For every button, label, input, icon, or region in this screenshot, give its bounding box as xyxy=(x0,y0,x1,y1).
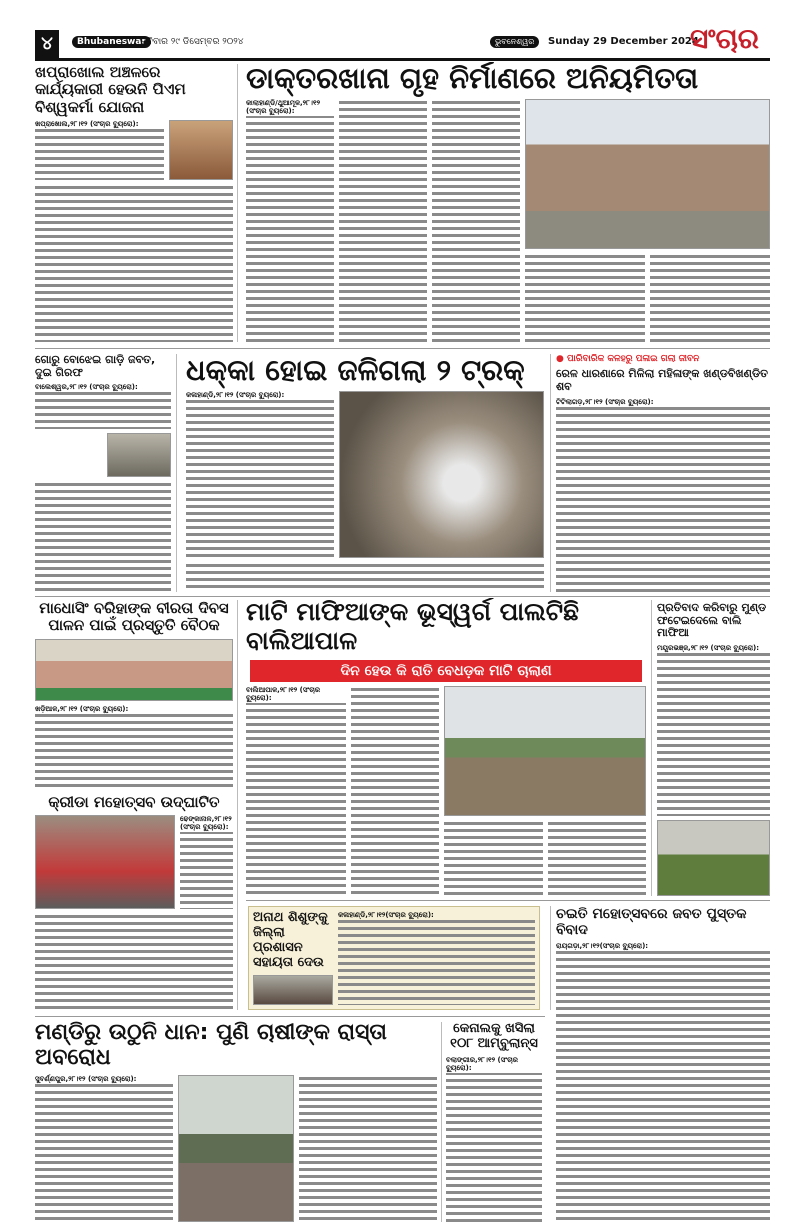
photo-tractor xyxy=(657,820,770,896)
story-cattle-text xyxy=(35,383,171,429)
story-sports-text-cont xyxy=(35,913,233,1012)
headline-book: ଚଇତି ମହୋତ୍ସବରେ ଜବତ ପୁସ୍ତକ ବିବାଦ xyxy=(556,906,747,939)
dateline-paddy: ସୁବର୍ଣ୍ଣପୁର,୨୮।୧୨ (ସଂଚାର ବ୍ୟୁରୋ): xyxy=(35,1075,173,1084)
story-hospital-text-col1 xyxy=(246,99,334,344)
divider xyxy=(237,600,238,1010)
headline-soil-mafia: ମାଟି ମାଫିଆଙ୍କ ଭୂସ୍ୱର୍ଗ ପାଲଟିଛି ବାଲିଆପାଳ xyxy=(246,598,579,655)
photo-soil-excavation xyxy=(444,686,646,816)
story-soil-mafia xyxy=(246,598,646,896)
dateline-orphan: କଳାହାଣ୍ଡି,୨୮।୧୨(ସଂଚାର ବ୍ୟୁରୋ): xyxy=(338,911,535,920)
divider xyxy=(550,354,551,592)
newspaper-logo: ସଂଚାର xyxy=(690,22,759,55)
story-vishwakarma-text-cont xyxy=(35,184,233,342)
banner-soil-mafia: ଦିନ ହେଉ କି ରାତି ବେଧଡ଼କ ମାଟି ଚାଲାଣ xyxy=(250,660,642,682)
headline-hospital: ଡାକ୍ତରଖାନା ଗୃହ ନିର୍ମାଣରେ ଅନିୟମିତତା xyxy=(246,62,699,95)
kicker-rail-text: ପାରିବାରିକ କଳହରୁ ପଳାଇ ଗଲା ଜୀବନ xyxy=(567,354,700,364)
story-madhosingh-text xyxy=(35,705,233,791)
story-sports xyxy=(35,794,233,1012)
photo-road-blockade xyxy=(178,1075,294,1222)
photo-orphan-children xyxy=(253,975,333,1005)
story-cattle xyxy=(35,354,171,592)
story-paddy-text-col2 xyxy=(299,1075,437,1222)
divider xyxy=(35,348,770,349)
headline-sand-mafia: ପ୍ରତିବାଦ କରିବାରୁ ମୁଣ୍ଡ ଫଟେଇଦେଲେ ବାଲି ମାଫିଆ xyxy=(657,602,767,640)
headline-ambulance: କେନାଲକୁ ଖସିଲା ୧୦୮ ଆମ୍ବୁଲାନ୍ସ xyxy=(450,1022,538,1051)
dateline-soil: ବାଲିଆପାଳ,୨୮।୧୨ (ସଂଚାର ବ୍ୟୁରୋ): xyxy=(246,686,346,703)
headline-cattle: ଗୋରୁ ବୋଝେଇ ଗାଡ଼ି ଜବତ, ଦୁଇ ଗିରଫ xyxy=(35,354,156,379)
story-madhosingh xyxy=(35,600,233,790)
headline-paddy: ମଣ୍ଡିରୁ ଉଠୁନି ଧାନ: ପୁଣି ଚାଷୀଙ୍କ ରାସ୍ତା ଅବରୋଧ xyxy=(35,1020,387,1071)
story-rail-text xyxy=(556,398,770,592)
photo-craftsman xyxy=(169,120,233,180)
story-book xyxy=(556,906,770,1222)
dateline-trucks: କଳାହାଣ୍ଡି,୨୮।୧୨ (ସଂଚାର ବ୍ୟୁରୋ): xyxy=(186,391,334,400)
page-number-badge: ୪ xyxy=(35,30,59,58)
story-sand-mafia xyxy=(657,602,770,896)
story-cattle-text-cont xyxy=(35,481,171,592)
divider xyxy=(441,1022,442,1222)
story-vishwakarma-text xyxy=(35,120,164,180)
header-rule xyxy=(35,58,770,61)
headline-vishwakarma: ଖପ୍ରାଖୋଲ ଅଞ୍ଚଳରେ କାର୍ଯ୍ୟକାରୀ ହେଉନି ପିଏମ ବିଶ୍ୱକର୍ମା ଯୋଜନା xyxy=(35,64,186,116)
dateline-madhosingh: ଖଡ଼ିଆଳ,୨୮।୧୨ (ସଂଚାର ବ୍ୟୁରୋ): xyxy=(35,705,233,714)
divider xyxy=(550,906,551,1010)
headline-madhosingh: ମାଧୋସିଂ ବରିହାଙ୍କ ବୀରତା ଦିବସ ପାଳନ ପାଇଁ ପ୍ରସ୍ତୁତି ବୈଠକ xyxy=(39,600,229,635)
story-hospital-text-col5 xyxy=(650,253,770,344)
photo-cattle-truck xyxy=(107,433,171,477)
divider xyxy=(246,900,770,901)
story-hospital-text-col2 xyxy=(339,99,427,344)
story-rail xyxy=(556,354,770,592)
story-trucks-text xyxy=(186,391,334,558)
headline-rail: ରେଳ ଧାରଣାରେ ମିଳିଲା ମହିଳାଙ୍କ ଖଣ୍ଡବିଖଣ୍ଡିତ ଶବ xyxy=(556,367,768,393)
dateline-hospital: କାଲାହାଣ୍ଡି/ଥୁଆମୂଳ,୨୮।୧୨ (ସଂଚାର ବ୍ୟୁରୋ): xyxy=(246,99,334,116)
headline-trucks: ଧକ୍କା ହୋଇ ଜଳିଗଲା ୨ ଟ୍ରକ୍ xyxy=(186,354,525,387)
date-english: Sunday 29 December 2024 xyxy=(548,36,699,47)
story-orphan-text xyxy=(338,911,535,1005)
photo-hospital-building xyxy=(525,99,770,249)
story-soil-text-col3 xyxy=(444,820,543,896)
story-hospital xyxy=(246,62,770,344)
divider xyxy=(35,1016,545,1017)
divider xyxy=(35,596,770,597)
dateline-sand: ମୟୂରଭଞ୍ଜ,୨୮।୧୨ (ସଂଚାର ବ୍ୟୁରୋ): xyxy=(657,644,770,653)
edition-city-badge: Bhubaneswar xyxy=(72,36,151,48)
headline-sports: କ୍ରୀଡା ମହୋତ୍ସବ ଉଦ୍‌ଘାଟିତ xyxy=(48,794,220,811)
story-hospital-text-col4 xyxy=(525,253,645,344)
edition-city-odia-badge: ଭୁବନେଶ୍ୱର xyxy=(490,36,539,48)
divider xyxy=(651,600,652,896)
story-vishwakarma xyxy=(35,64,233,342)
divider xyxy=(237,64,238,342)
story-soil-text-col2 xyxy=(351,686,439,896)
story-trucks-text-cont xyxy=(186,562,544,592)
story-trucks xyxy=(186,354,544,592)
dateline-book: ରାୟଗଡ଼ା,୨୮।୧୨(ସଂଚାର ବ୍ୟୁରୋ): xyxy=(556,942,770,951)
story-paddy-text-col1 xyxy=(35,1075,173,1222)
dateline-cattle: ବାଲେଶ୍ୱର,୨୮।୧୨ (ସଂଚାର ବ୍ୟୁରୋ): xyxy=(35,383,171,392)
story-hospital-text-col3 xyxy=(432,99,520,344)
dateline-vishwakarma: ଖପ୍ରାଖୋଲ,୨୮।୧୨ (ସଂଚାର ବ୍ୟୁରୋ): xyxy=(35,120,164,129)
story-book-text xyxy=(556,942,770,1222)
story-sports-text xyxy=(180,815,233,909)
photo-meeting xyxy=(35,639,233,701)
story-soil-text-col1 xyxy=(246,686,346,896)
dateline-ambulance: ବଲାଙ୍ଗୀର,୨୮।୧୨ (ସଂଚାର ବ୍ୟୁରୋ): xyxy=(446,1056,542,1073)
dateline-rail: ଟିଟିଲାଗଡ଼,୨୮।୧୨ (ସଂଚାର ବ୍ୟୁରୋ): xyxy=(556,398,770,407)
divider xyxy=(176,354,177,592)
story-sand-text xyxy=(657,644,770,816)
date-odia: ରବିବାର ୨୯ ଡିସେମ୍ବର ୨୦୨୪ xyxy=(140,37,244,47)
photo-sports-inauguration xyxy=(35,815,175,909)
dateline-sports: ଢେଙ୍କାନାଳ,୨୮।୧୨ (ସଂଚାର ବ୍ୟୁରୋ): xyxy=(180,815,232,832)
orphan-story-box xyxy=(248,906,540,1010)
headline-orphan: ଅନାଥ ଶିଶୁଙ୍କୁ ଜିଲ୍ଲା ପ୍ରଶାସନ ସହାୟତା ଦେଉ xyxy=(253,910,328,970)
story-paddy xyxy=(35,1020,437,1222)
kicker-rail: ● ପାରିବାରିକ କଳହରୁ ପଳାଇ ଗଲା ଜୀବନ xyxy=(556,354,700,364)
story-soil-text-col4 xyxy=(548,820,647,896)
photo-burning-trucks xyxy=(339,391,544,558)
story-ambulance xyxy=(446,1022,542,1222)
story-ambulance-text xyxy=(446,1056,542,1222)
